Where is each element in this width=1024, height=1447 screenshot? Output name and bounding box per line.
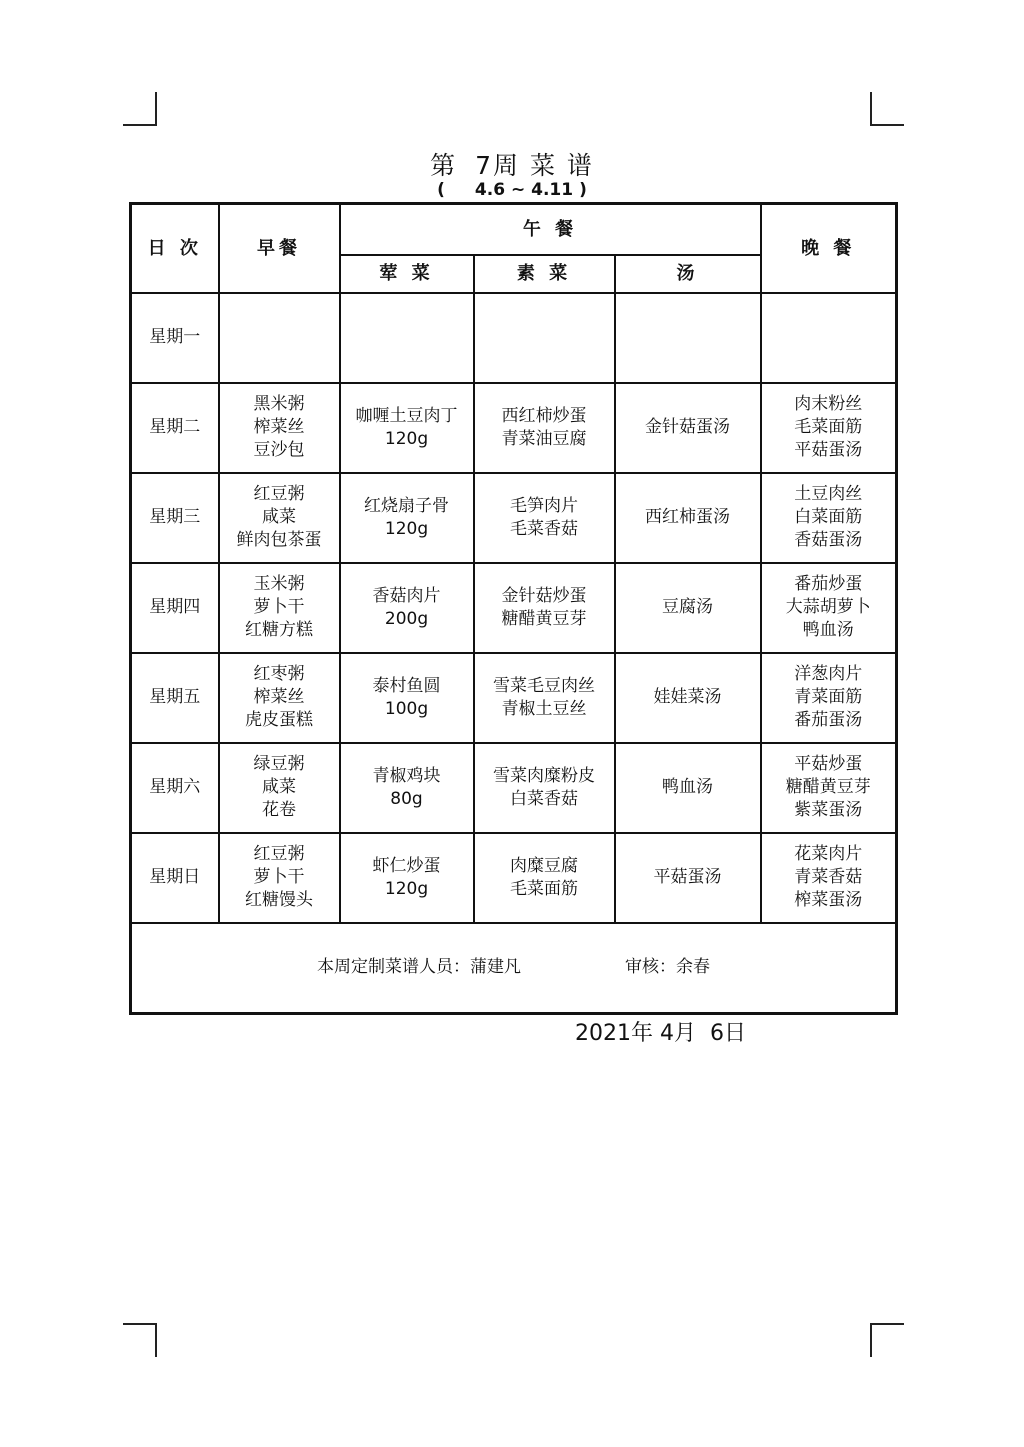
table-row bbox=[131, 473, 897, 563]
dinner-item: 白菜面筋 bbox=[794, 507, 863, 527]
breakfast-item: 花卷 bbox=[262, 800, 296, 820]
dinner-item: 青菜香菇 bbox=[794, 867, 863, 887]
meat-cell bbox=[340, 293, 474, 383]
veg-cell bbox=[474, 293, 615, 383]
dinner-cell bbox=[761, 293, 897, 383]
breakfast-cell bbox=[219, 563, 340, 653]
dinner-item: 大蒜胡萝卜 bbox=[785, 597, 871, 617]
breakfast-item: 鲜肉包茶蛋 bbox=[236, 530, 322, 550]
dinner-item: 榨菜蛋汤 bbox=[794, 890, 863, 910]
menu-reviewer: 审核：余春 bbox=[625, 957, 711, 977]
veg-cell bbox=[474, 473, 615, 563]
breakfast-item: 红糖方糕 bbox=[245, 620, 313, 640]
veg-cell bbox=[474, 743, 615, 833]
veg-item: 青椒土豆丝 bbox=[501, 698, 587, 719]
header-day: 日 次 bbox=[131, 204, 219, 293]
page-title bbox=[0, 146, 1024, 182]
crop-mark-bottom-left bbox=[123, 1323, 157, 1357]
day-cell: 星期日 bbox=[131, 833, 219, 923]
veg-item: 毛菜香菇 bbox=[510, 518, 578, 539]
breakfast-item: 黑米粥 bbox=[253, 394, 305, 414]
meat-item: 虾仁炒蛋 bbox=[372, 855, 441, 876]
meat-cell bbox=[340, 563, 474, 653]
dinner-item: 洋葱肉片 bbox=[794, 664, 863, 684]
veg-cell bbox=[474, 563, 615, 653]
date-range-close: ) bbox=[579, 180, 587, 200]
breakfast-cell bbox=[219, 833, 340, 923]
breakfast-cell bbox=[219, 383, 340, 473]
menu-maker: 本周定制菜谱人员：蒲建凡 bbox=[317, 957, 522, 977]
soup-item: 鸭血汤 bbox=[662, 777, 714, 797]
meat-item: 100g bbox=[384, 698, 429, 719]
soup-cell bbox=[615, 743, 761, 833]
header-breakfast: 早餐 bbox=[219, 204, 340, 293]
table-row bbox=[131, 743, 897, 833]
breakfast-cell bbox=[219, 473, 340, 563]
breakfast-item: 咸菜 bbox=[262, 507, 296, 527]
soup-cell bbox=[615, 383, 761, 473]
table-row bbox=[131, 653, 897, 743]
veg-cell bbox=[474, 383, 615, 473]
meat-cell bbox=[340, 383, 474, 473]
soup-item: 豆腐汤 bbox=[662, 597, 714, 617]
soup-item: 西红柿蛋汤 bbox=[645, 507, 731, 527]
veg-item: 肉糜豆腐 bbox=[510, 855, 578, 876]
dinner-cell bbox=[761, 473, 897, 563]
breakfast-item: 榨菜丝 bbox=[253, 417, 305, 437]
meat-cell bbox=[340, 473, 474, 563]
breakfast-item: 虎皮蛋糕 bbox=[245, 710, 313, 730]
dinner-item: 花菜肉片 bbox=[794, 844, 863, 864]
meat-item: 泰村鱼圆 bbox=[372, 675, 441, 696]
footer-row bbox=[131, 923, 897, 1014]
dinner-item: 番茄蛋汤 bbox=[794, 710, 863, 730]
soup-cell bbox=[615, 563, 761, 653]
soup-cell bbox=[615, 293, 761, 383]
veg-item: 金针菇炒蛋 bbox=[501, 585, 587, 606]
meat-item: 咖喱土豆肉丁 bbox=[355, 405, 458, 426]
table-row bbox=[131, 833, 897, 923]
meat-item: 120g bbox=[384, 878, 429, 899]
meat-item: 80g bbox=[390, 788, 423, 809]
title-prefix: 第 bbox=[430, 151, 458, 180]
dinner-item: 毛菜面筋 bbox=[794, 417, 863, 437]
veg-cell bbox=[474, 653, 615, 743]
document-date: 2021年 4月 6日 bbox=[575, 1021, 746, 1046]
meat-cell bbox=[340, 833, 474, 923]
meat-item: 香菇肉片 bbox=[372, 585, 441, 606]
dinner-item: 糖醋黄豆芽 bbox=[785, 777, 871, 797]
dinner-cell bbox=[761, 743, 897, 833]
dinner-item: 青菜面筋 bbox=[794, 687, 863, 707]
breakfast-cell bbox=[219, 743, 340, 833]
header-dinner: 晚 餐 bbox=[761, 204, 897, 293]
breakfast-item: 榨菜丝 bbox=[253, 687, 305, 707]
breakfast-item: 玉米粥 bbox=[253, 574, 305, 594]
dinner-item: 土豆肉丝 bbox=[794, 484, 863, 504]
meat-cell bbox=[340, 743, 474, 833]
dinner-cell bbox=[761, 383, 897, 473]
dinner-cell bbox=[761, 653, 897, 743]
veg-item: 毛菜面筋 bbox=[510, 878, 578, 899]
date-range-open: ( bbox=[437, 180, 445, 200]
title-week: 7周 菜 谱 bbox=[475, 151, 594, 180]
breakfast-cell bbox=[219, 293, 340, 383]
date-range bbox=[0, 180, 1024, 200]
soup-item: 平菇蛋汤 bbox=[653, 867, 722, 887]
header-soup: 汤 bbox=[615, 255, 761, 293]
breakfast-item: 咸菜 bbox=[262, 777, 296, 797]
table-row bbox=[131, 293, 897, 383]
dinner-item: 鸭血汤 bbox=[802, 620, 854, 640]
meat-item: 120g bbox=[384, 428, 429, 449]
dinner-item: 平菇炒蛋 bbox=[794, 754, 863, 774]
table-row bbox=[131, 383, 897, 473]
meat-item: 200g bbox=[384, 608, 429, 629]
day-cell: 星期三 bbox=[131, 473, 219, 563]
dinner-cell bbox=[761, 833, 897, 923]
veg-item: 糖醋黄豆芽 bbox=[501, 608, 587, 629]
dinner-item: 紫菜蛋汤 bbox=[794, 800, 863, 820]
soup-item: 金针菇蛋汤 bbox=[645, 417, 731, 437]
dinner-item: 肉末粉丝 bbox=[794, 394, 863, 414]
meat-item: 红烧扇子骨 bbox=[364, 495, 449, 516]
soup-cell bbox=[615, 653, 761, 743]
crop-mark-top-left bbox=[123, 92, 157, 126]
veg-item: 雪菜毛豆肉丝 bbox=[493, 675, 595, 696]
table-row bbox=[131, 563, 897, 653]
breakfast-item: 红豆粥 bbox=[253, 484, 305, 504]
day-cell: 星期二 bbox=[131, 383, 219, 473]
day-cell: 星期一 bbox=[131, 293, 219, 383]
soup-cell bbox=[615, 473, 761, 563]
soup-cell bbox=[615, 833, 761, 923]
day-cell: 星期四 bbox=[131, 563, 219, 653]
header-lunch: 午 餐 bbox=[340, 204, 761, 255]
veg-item: 毛笋肉片 bbox=[510, 495, 578, 516]
breakfast-item: 红豆粥 bbox=[253, 844, 305, 864]
soup-item: 娃娃菜汤 bbox=[653, 687, 722, 707]
meat-item: 青椒鸡块 bbox=[372, 765, 441, 786]
breakfast-item: 萝卜干 bbox=[253, 597, 305, 617]
veg-item: 白菜香菇 bbox=[510, 788, 578, 809]
breakfast-cell bbox=[219, 653, 340, 743]
dinner-item: 番茄炒蛋 bbox=[794, 574, 863, 594]
dinner-item: 香菇蛋汤 bbox=[794, 530, 863, 550]
header-veg: 素 菜 bbox=[474, 255, 615, 293]
date-range-text: 4.6 ~ 4.11 bbox=[474, 180, 574, 200]
menu-body bbox=[131, 293, 897, 923]
breakfast-item: 绿豆粥 bbox=[253, 754, 305, 774]
meat-item: 120g bbox=[384, 518, 429, 539]
veg-item: 青菜油豆腐 bbox=[501, 428, 587, 449]
header-meat: 荤 菜 bbox=[340, 255, 474, 293]
crop-mark-top-right bbox=[870, 92, 904, 126]
menu-table bbox=[129, 202, 898, 1015]
day-cell: 星期六 bbox=[131, 743, 219, 833]
breakfast-item: 红糖馒头 bbox=[245, 890, 313, 910]
crop-mark-bottom-right bbox=[870, 1323, 904, 1357]
breakfast-item: 豆沙包 bbox=[253, 440, 305, 460]
veg-item: 西红柿炒蛋 bbox=[501, 405, 587, 426]
meat-cell bbox=[340, 653, 474, 743]
dinner-item: 平菇蛋汤 bbox=[794, 440, 863, 460]
breakfast-item: 萝卜干 bbox=[253, 867, 305, 887]
veg-item: 雪菜肉糜粉皮 bbox=[493, 765, 595, 786]
day-cell: 星期五 bbox=[131, 653, 219, 743]
veg-cell bbox=[474, 833, 615, 923]
dinner-cell bbox=[761, 563, 897, 653]
breakfast-item: 红枣粥 bbox=[253, 664, 305, 684]
